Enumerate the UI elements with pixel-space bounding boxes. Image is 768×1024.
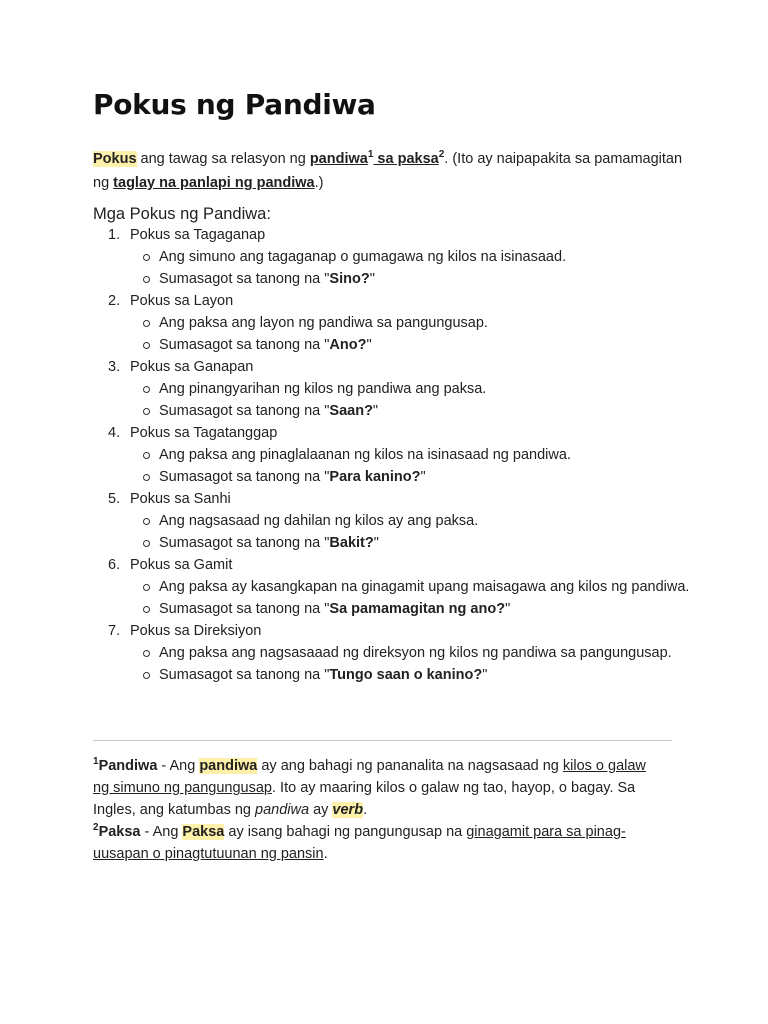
focus-item-tagatanggap [93,422,693,488]
answer-suffix: " [372,403,379,419]
highlighted-term: Paksa [182,824,225,840]
description-text: Ang pinangyarihan ng kilos ng pandiwa ang paksa. [159,381,487,397]
footnote-number: 2 [93,822,99,833]
footnote-divider [93,740,672,741]
focus-answer [130,400,693,422]
question-word: Tungo saan o kanino? [329,667,483,683]
focus-label: Pokus sa Direksiyon [130,623,262,639]
intro-text-3: .) [314,175,324,191]
focus-description [130,246,693,268]
focus-label: Pokus sa Layon [130,293,234,309]
description-text: Ang paksa ay kasangkapan na ginagamit upang maisagawa ang kilos ng pandiwa. [159,579,690,595]
footnote-link[interactable]: kilos o galaw ng simuno ng pangungusap [93,758,646,796]
list-number: 3. [108,359,121,375]
focus-list [93,224,693,686]
footnote-number: 1 [93,756,99,767]
bullet-icon [143,386,150,393]
link-pandiwa[interactable]: pandiwa [309,151,368,167]
question-word: Ano? [329,337,367,353]
focus-description [130,576,693,598]
question-word: Bakit? [329,535,374,551]
highlighted-term: pandiwa [199,758,258,774]
intro-text-1: ang tawag sa relasyon ng [136,151,310,167]
focus-answer [130,664,693,686]
bullet-icon [143,540,150,547]
focus-details [130,246,693,290]
answer-prefix: Sumasagot sa tanong na " [159,337,330,353]
focus-description [130,510,693,532]
footnote-dash: - Ang [140,824,183,840]
focus-details [130,642,693,686]
focus-answer [130,334,693,356]
focus-label: Pokus sa Sanhi [130,491,231,507]
answer-suffix: " [373,535,379,551]
list-number: 2. [108,293,121,309]
answer-prefix: Sumasagot sa tanong na " [159,469,330,485]
footnote-text-1: ay ang bahagi ng pananalita na nagsasaad ng [257,758,563,774]
list-number: 4. [108,425,121,441]
answer-prefix: Sumasagot sa tanong na " [159,535,330,551]
answer-prefix: Sumasagot sa tanong na " [159,667,330,683]
list-number: 5. [108,491,121,507]
focus-description [130,444,693,466]
footnote-text-4: . [363,802,368,818]
answer-suffix: " [482,667,488,683]
focus-answer [130,466,693,488]
footnote-dash: - Ang [157,758,200,774]
bullet-icon [143,276,150,283]
footnote-pandiwa [93,755,658,821]
bullet-icon [143,606,150,613]
question-word: Para kanino? [329,469,421,485]
focus-details [130,444,693,488]
footnote-term: Paksa [98,824,141,840]
page-title: Pokus ng Pandiwa [93,88,376,121]
bullet-icon [143,452,150,459]
footnote-paksa [93,821,658,865]
answer-suffix: " [505,601,511,617]
footnote-term: Pandiwa [98,758,158,774]
focus-answer [130,532,693,554]
focus-description [130,378,693,400]
answer-suffix: " [369,271,375,287]
intro-paragraph [93,147,693,195]
footnote-ref-1[interactable]: 1 [367,149,374,160]
answer-suffix: " [420,469,426,485]
highlighted-verb: verb [332,802,364,818]
list-number: 1. [108,227,121,243]
focus-label: Pokus sa Tagatanggap [130,425,278,441]
italic-term: pandiwa [255,802,310,818]
focus-answer [130,598,693,620]
section-heading: Mga Pokus ng Pandiwa: [93,205,271,223]
footnote-text-3: ay [309,802,333,818]
focus-details [130,576,693,620]
focus-details [130,510,693,554]
answer-prefix: Sumasagot sa tanong na " [159,271,330,287]
question-word: Sino? [329,271,370,287]
focus-details [130,378,693,422]
focus-item-gamit [93,554,693,620]
description-text: Ang nagsasaad ng dahilan ng kilos ay ang paksa. [159,513,479,529]
focus-item-ganapan [93,356,693,422]
description-text: Ang paksa ang nagsasaaad ng direksyon ng kilos ng pandiwa sa pangungusap. [159,645,672,661]
focus-label: Pokus sa Ganapan [130,359,254,375]
bullet-icon [143,672,150,679]
focus-label: Pokus sa Gamit [130,557,233,573]
footnote-ref-2[interactable]: 2 [438,149,445,160]
footnote-text-2: . Ito ay maaring kilos o galaw ng tao, hayop, o bagay. Sa Ingles, ang katumbas ng [93,780,636,818]
focus-item-sanhi [93,488,693,554]
focus-item-direksiyon [93,620,693,686]
list-number: 6. [108,557,121,573]
focus-item-tagaganap [93,224,693,290]
intro-text-2: . (Ito ay naipapakita sa pamamagitan ng [93,151,683,191]
question-word: Saan? [329,403,373,419]
footnote-text-1: ay isang bahagi ng pangungusap na [224,824,467,840]
bullet-icon [143,584,150,591]
focus-details [130,312,693,356]
link-sa-paksa[interactable]: sa paksa [373,151,439,167]
bullet-icon [143,650,150,657]
answer-prefix: Sumasagot sa tanong na " [159,601,330,617]
focus-item-layon [93,290,693,356]
answer-suffix: " [366,337,372,353]
footnote-link[interactable]: ginagamit para sa pinag-uusapan o pinagtutuunan ng pansin [93,824,626,862]
description-text: Ang simuno ang tagaganap o gumagawa ng kilos na isinasaad. [159,249,567,265]
term-pokus: Pokus [93,151,137,167]
bullet-icon [143,474,150,481]
bullet-icon [143,342,150,349]
footnote-text-2: . [323,846,328,862]
focus-label: Pokus sa Tagaganap [130,227,266,243]
description-text: Ang paksa ang pinaglalaanan ng kilos na isinasaad ng pandiwa. [159,447,571,463]
list-number: 7. [108,623,121,639]
bullet-icon [143,408,150,415]
bullet-icon [143,518,150,525]
focus-description [130,312,693,334]
description-text: Ang paksa ang layon ng pandiwa sa pangungusap. [159,315,488,331]
question-word: Sa pamamagitan ng ano? [329,601,506,617]
bullet-icon [143,254,150,261]
focus-answer [130,268,693,290]
bullet-icon [143,320,150,327]
answer-prefix: Sumasagot sa tanong na " [159,403,330,419]
focus-description [130,642,693,664]
link-taglay-na-panlapi[interactable]: taglay na panlapi ng pandiwa [113,175,315,191]
